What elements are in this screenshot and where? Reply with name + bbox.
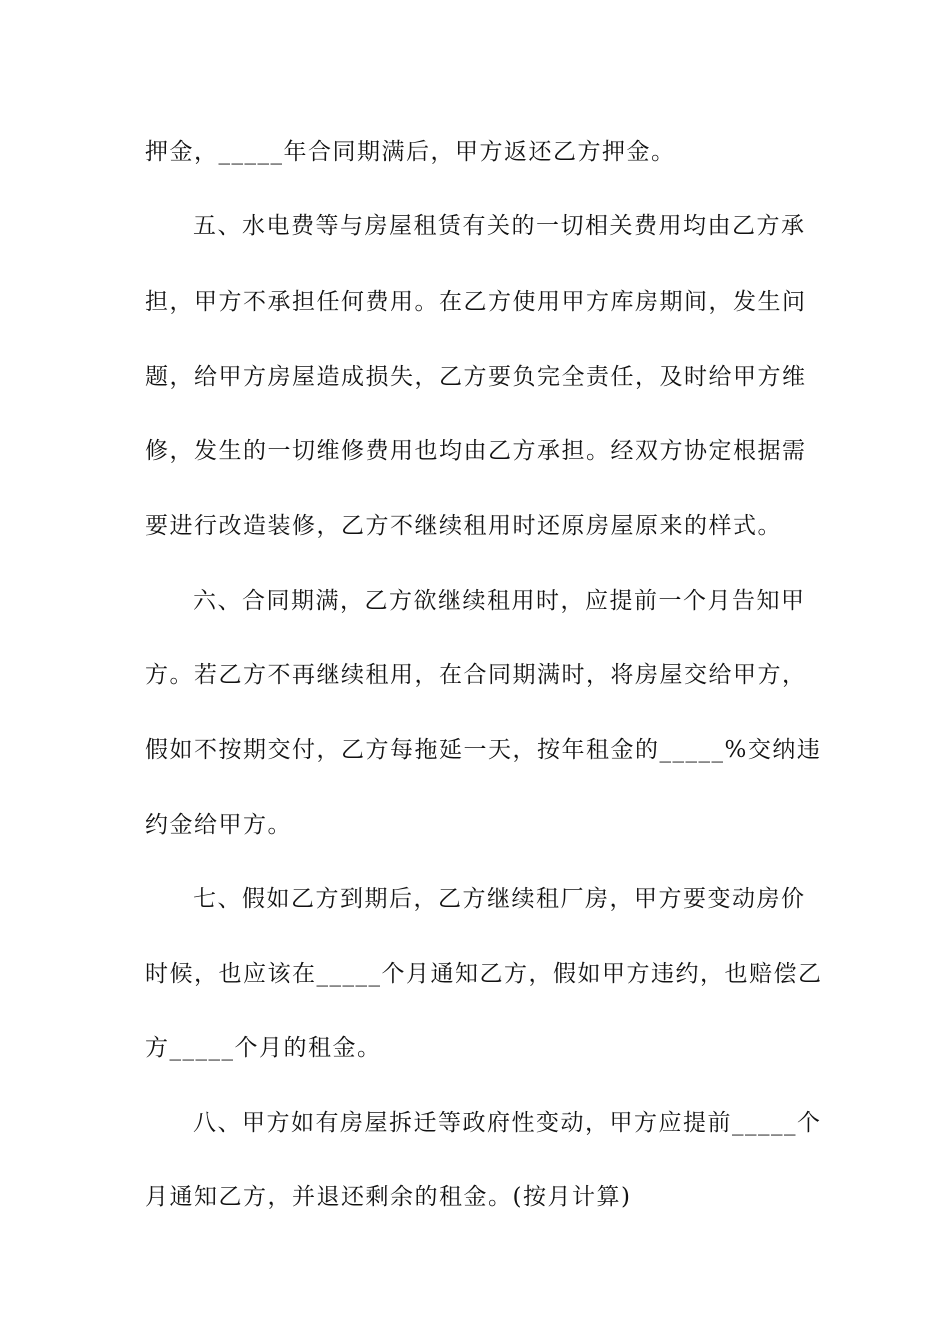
clause-5-line-4: 修，发生的一切维修费用也均由乙方承担。经双方协定根据需: [145, 438, 807, 464]
clause-8-line-1: 八、甲方如有房屋拆迁等政府性变动，甲方应提前_____个: [193, 1110, 822, 1136]
text-line-deposit-return: 押金，_____年合同期满后，甲方返还乙方押金。: [145, 139, 676, 165]
clause-5-line-5: 要进行改造装修，乙方不继续租用时还原房屋原来的样式。: [145, 513, 782, 539]
clause-5-line-1: 五、水电费等与房屋租赁有关的一切相关费用均由乙方承: [193, 213, 806, 239]
clause-5-line-3: 题，给甲方房屋造成损失，乙方要负完全责任，及时给甲方维: [145, 364, 807, 390]
clause-7-line-1: 七、假如乙方到期后，乙方继续租厂房，甲方要变动房价: [193, 886, 806, 912]
clause-5-line-2: 担，甲方不承担任何费用。在乙方使用甲方库房期间，发生问: [145, 289, 807, 315]
clause-7-line-2: 时候，也应该在_____个月通知乙方，假如甲方违约，也赔偿乙: [145, 961, 823, 987]
clause-6-line-4: 约金给甲方。: [145, 812, 292, 838]
clause-6-line-3: 假如不按期交付，乙方每拖延一天，按年租金的_____%交纳违: [145, 737, 822, 763]
clause-7-line-3: 方_____个月的租金。: [145, 1035, 382, 1061]
clause-6-line-1: 六、合同期满，乙方欲继续租用时，应提前一个月告知甲: [193, 588, 806, 614]
clause-8-line-2: 月通知乙方，并退还剩余的租金。(按月计算): [145, 1184, 632, 1210]
clause-6-line-2: 方。若乙方不再继续租用，在合同期满时，将房屋交给甲方，: [145, 662, 807, 688]
